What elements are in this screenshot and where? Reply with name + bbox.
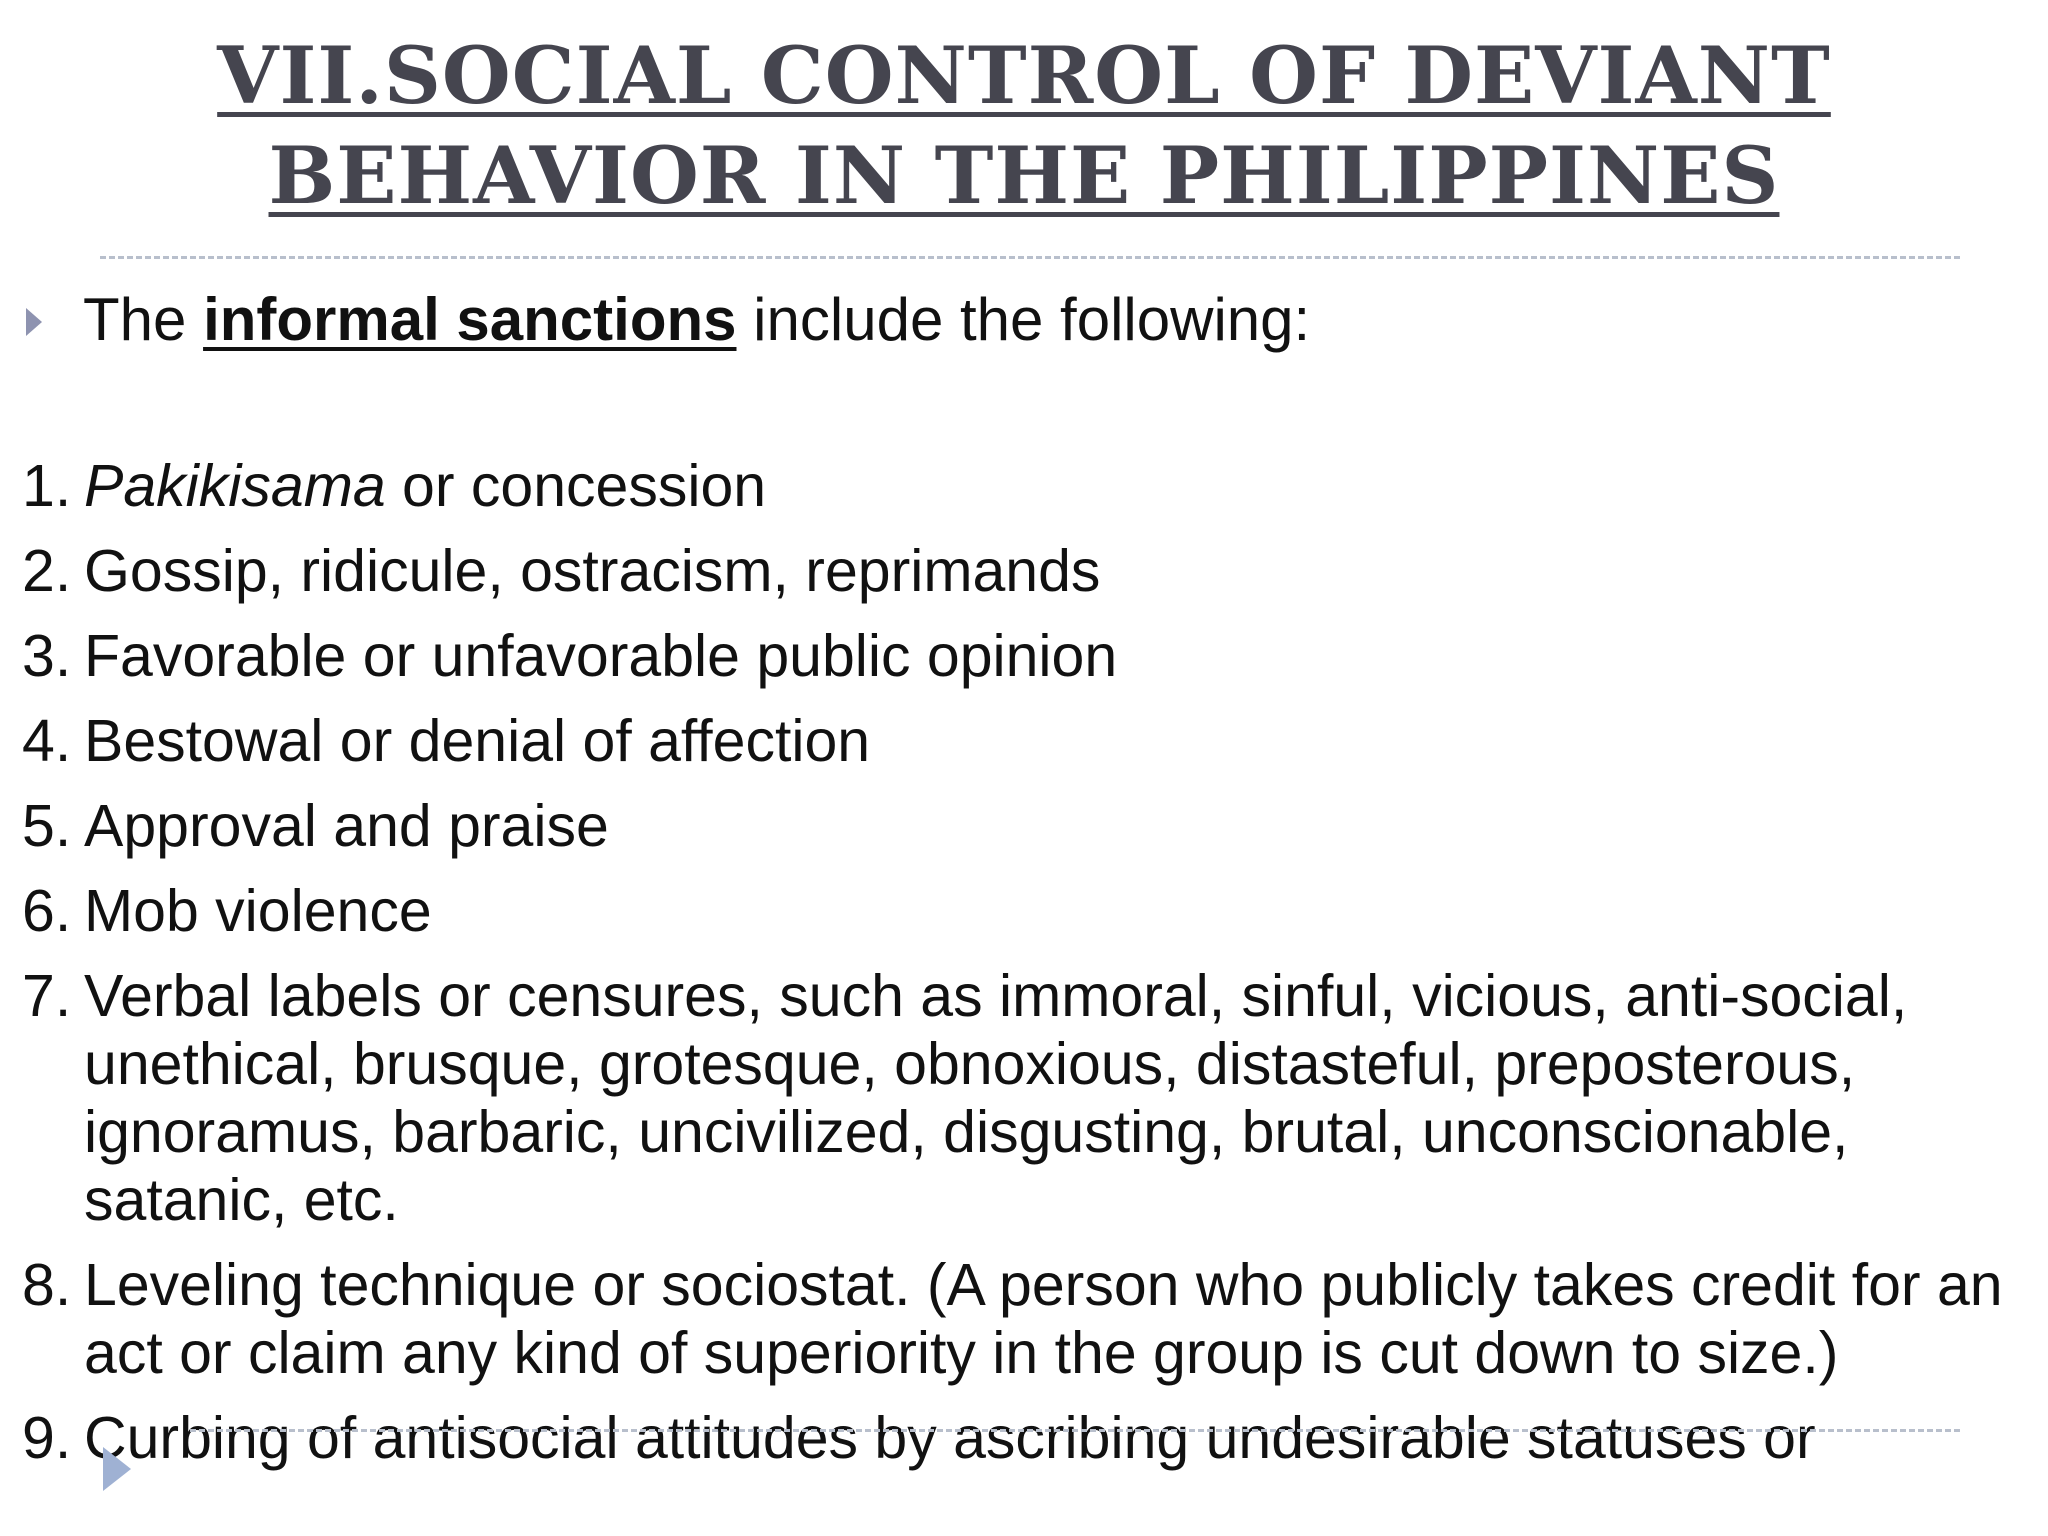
next-slide-arrow-icon [103,1447,131,1491]
bullet-arrow-icon [26,308,42,336]
item-text: Bestowal or denial of affection [84,708,871,774]
title-line-1: VII.SOCIAL CONTROL OF DEVIANT [217,29,1831,122]
bottom-divider [190,1429,1960,1432]
item-number: 5. [22,793,72,859]
list-item [22,537,2042,605]
list-item [22,1404,2042,1472]
item-number: 2. [22,538,72,604]
item-number: 4. [22,708,72,774]
intro-emphasis: informal sanctions [203,286,737,353]
top-divider [100,256,1960,259]
item-number: 1. [22,453,72,519]
list-item [22,962,2042,1234]
item-text: Favorable or unfavorable public opinion [84,623,1118,689]
item-number: 6. [22,878,72,944]
item-text: Mob violence [84,878,432,944]
item-number: 3. [22,623,72,689]
item-number: 9. [22,1405,72,1471]
item-text: Gossip, ridicule, ostracism, reprimands [84,538,1101,604]
item-text: Approval and praise [84,793,609,859]
list-item [22,707,2042,775]
item-number: 7. [22,963,72,1029]
item-text: or concession [385,453,767,519]
list-item [22,877,2042,945]
list-item [22,792,2042,860]
intro-after: include the following: [736,286,1311,353]
item-text: Curbing of antisocial attitudes by ascribing undesirable statuses or [84,1405,1816,1471]
intro-before: The [83,286,204,353]
intro-text [83,284,1310,356]
item-italic: Pakikisama [84,453,386,519]
item-number: 8. [22,1252,72,1318]
slide-title [0,26,2048,226]
item-text: Leveling technique or sociostat. (A person who publicly takes credit for an act or claim any kind of superiority in the group is cut down to size.) [84,1252,2003,1386]
list-item [22,452,2042,520]
item-text: Verbal labels or censures, such as immoral, sinful, vicious, anti-social, unethical, brusque, grotesque, obnoxious, distasteful, preposterous, ignoramus, barbaric, uncivilized, disgusting, brutal, unconscionable, satanic, etc. [84,963,1908,1233]
sanctions-list [22,452,2042,1489]
title-line-2: BEHAVIOR IN THE PHILIPPINES [268,129,1780,222]
list-item [22,1251,2042,1387]
list-item [22,622,2042,690]
